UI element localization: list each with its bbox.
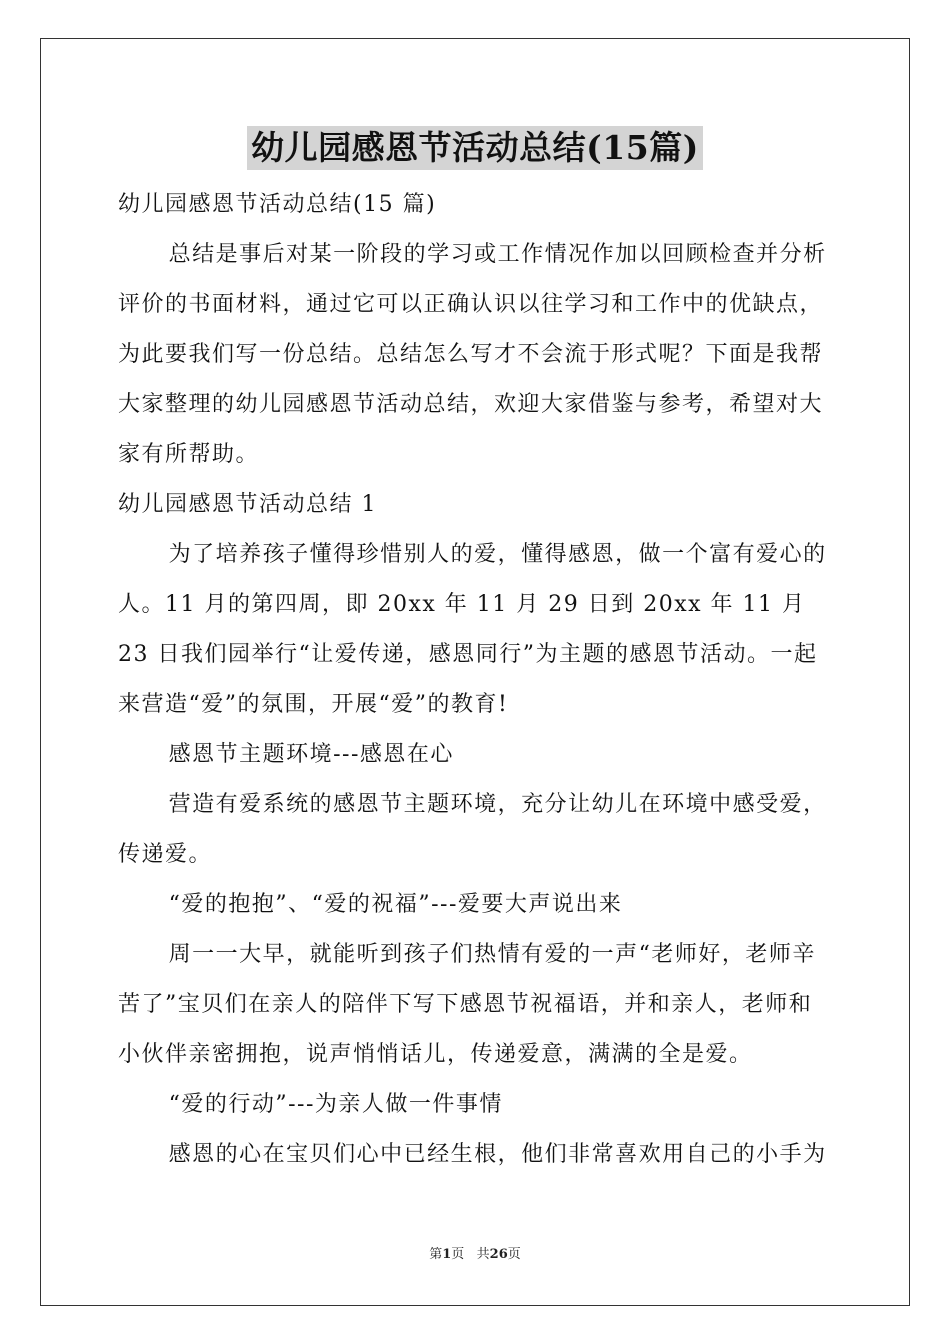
footer-total-pages: 26 <box>489 1247 508 1262</box>
subheading-action: “爱的行动”---为亲人做一件事情 <box>168 1092 503 1117</box>
document-title: 幼儿园感恩节活动总结(15篇) <box>247 126 703 170</box>
footer-mid: 页 共 <box>451 1247 490 1262</box>
section-heading-1: 幼儿园感恩节活动总结 1 <box>118 492 377 517</box>
subheading-environment: 感恩节主题环境---感恩在心 <box>168 742 454 767</box>
document-subtitle: 幼儿园感恩节活动总结(15 篇) <box>118 192 437 217</box>
paragraph-purpose: 为了培养孩子懂得珍惜别人的爱，懂得感恩，做一个富有爱心的人。11 月的第四周，即 20xx 年 11 月 29 日到 20xx 年 11 月 23 日我们园举行“让爱传递，感恩同行”为主题的感恩节活动。一起来营造“爱”的氛围，开展“爱”的教育! <box>118 542 827 717</box>
paragraph-environment: 营造有爱系统的感恩节主题环境，充分让幼儿在环境中感受爱，传递爱。 <box>118 792 827 867</box>
title-container <box>0 126 950 170</box>
document-body <box>118 180 834 1180</box>
page-footer <box>0 1246 950 1264</box>
paragraph-action: 感恩的心在宝贝们心中已经生根，他们非常喜欢用自己的小手为 <box>168 1142 827 1167</box>
paragraph-hug: 周一一大早，就能听到孩子们热情有爱的一声“老师好，老师辛苦了”宝贝们在亲人的陪伴下写下感恩节祝福语，并和亲人，老师和小伙伴亲密拥抱，说声悄悄话儿，传递爱意，满满的全是爱。 <box>118 942 816 1067</box>
footer-current-page: 1 <box>442 1247 452 1262</box>
subheading-hug: “爱的抱抱”、“爱的祝福”---爱要大声说出来 <box>168 892 623 917</box>
paragraph-intro: 总结是事后对某一阶段的学习或工作情况作加以回顾检查并分析评价的书面材料，通过它可以正确认识以往学习和工作中的优缺点，为此要我们写一份总结。总结怎么写才不会流于形式呢？下面是我帮大家整理的幼儿园感恩节活动总结，欢迎大家借鉴与参考，希望对大家有所帮助。 <box>118 242 827 467</box>
footer-prefix: 第 <box>429 1247 443 1262</box>
footer-suffix: 页 <box>507 1247 521 1262</box>
